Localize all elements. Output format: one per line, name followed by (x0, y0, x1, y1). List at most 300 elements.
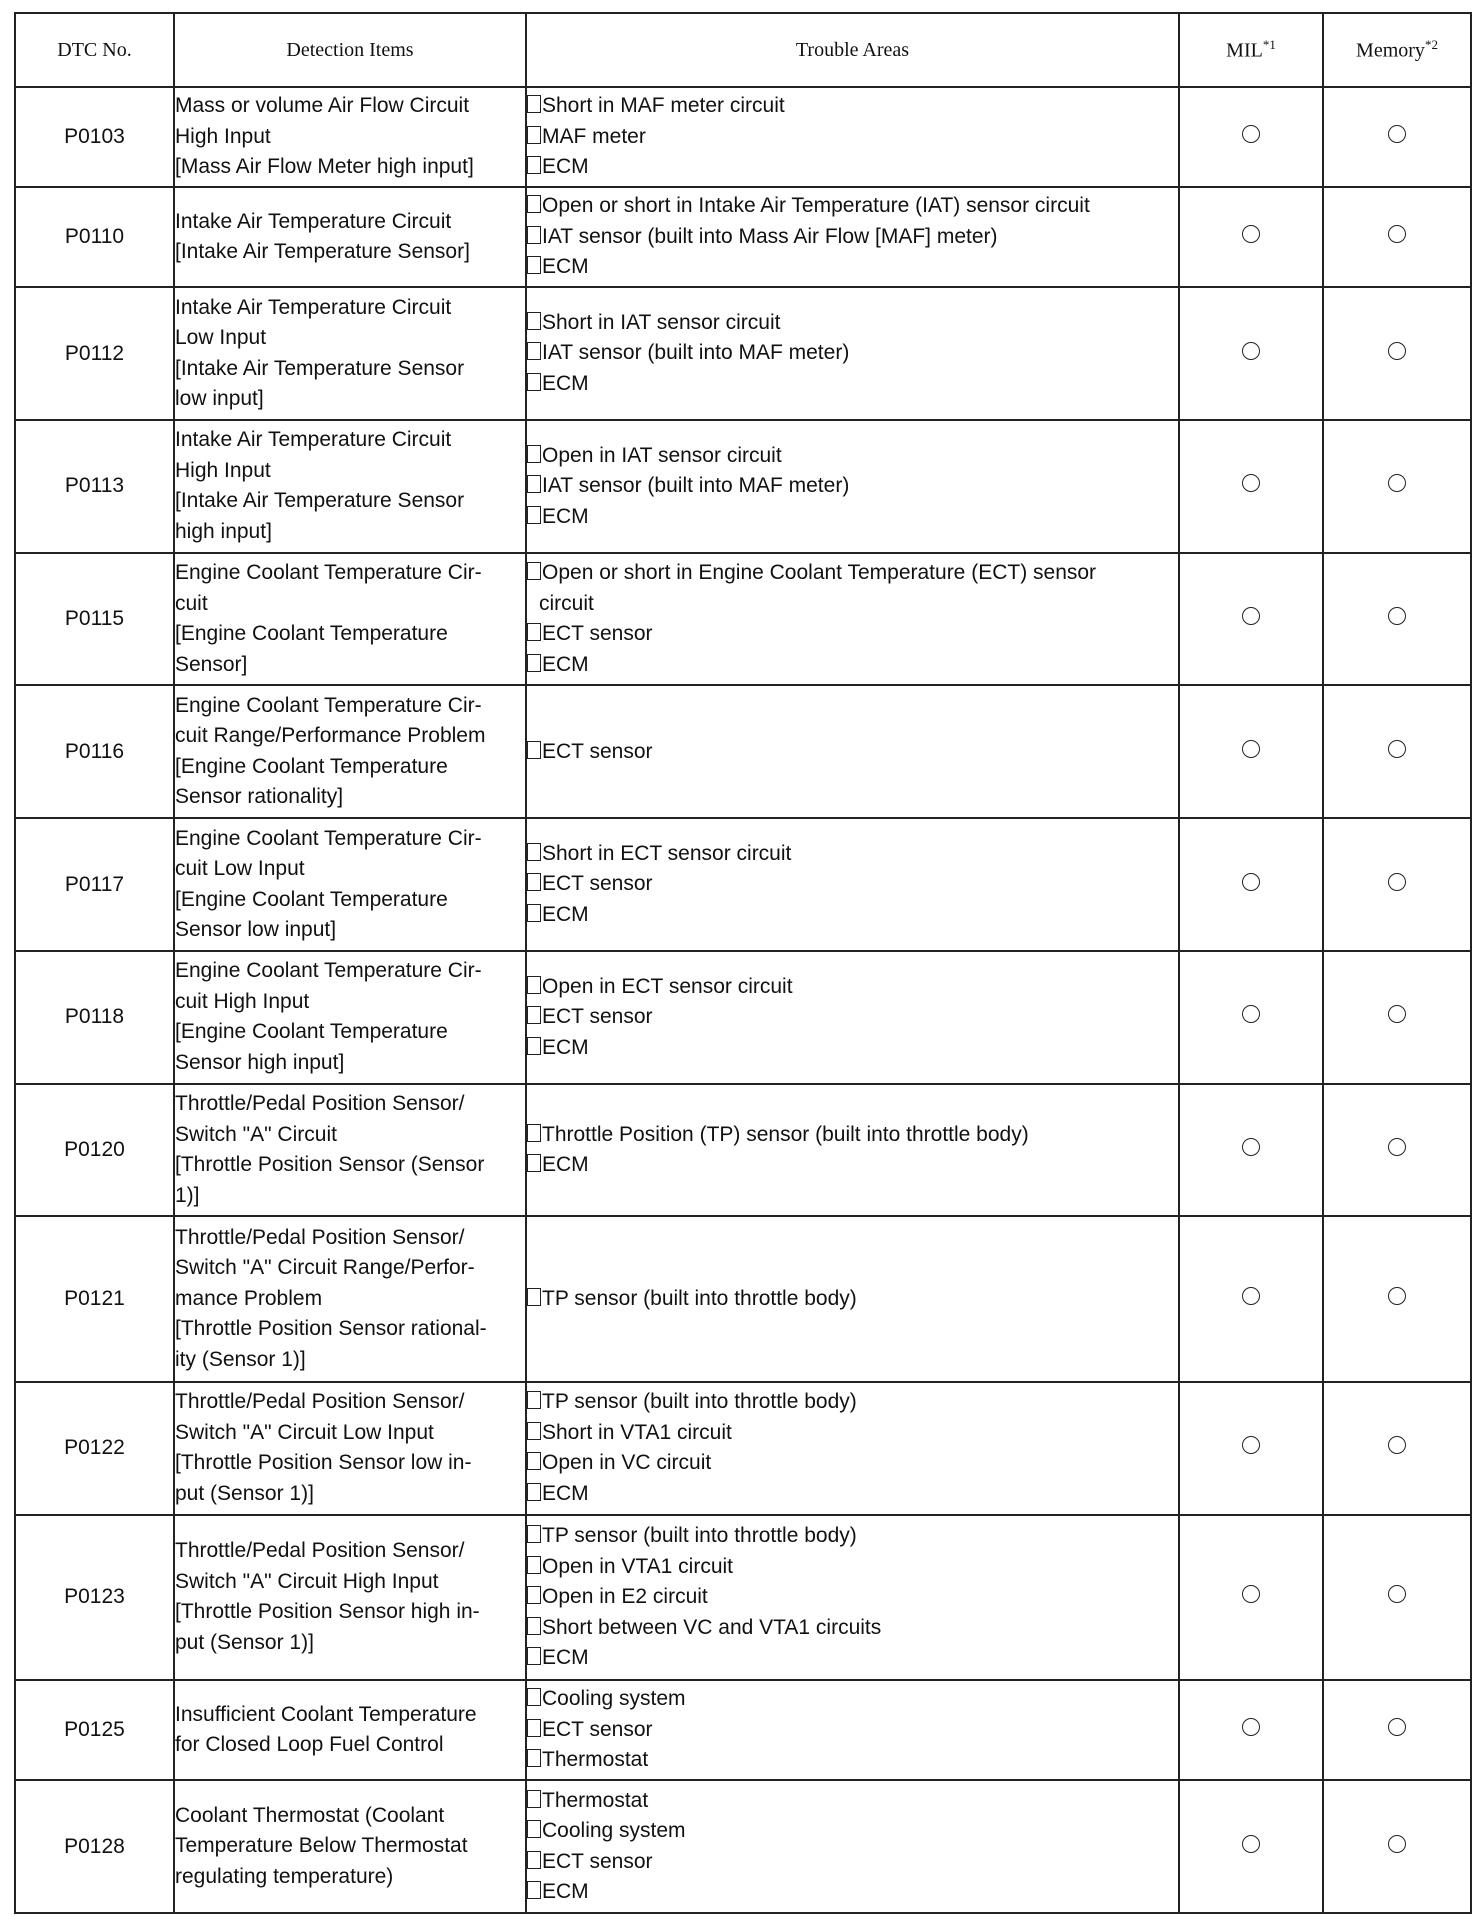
trouble-area-text: Thermostat (542, 1788, 649, 1812)
trouble-area-text: Short in VTA1 circuit (542, 1420, 732, 1444)
trouble-area-text: ECT sensor (542, 1849, 653, 1873)
trouble-area-text: Short in MAF meter circuit (542, 94, 785, 118)
memory-mark (1323, 1515, 1471, 1680)
trouble-area-line (527, 1684, 1178, 1715)
detection-line: low input] (175, 387, 264, 411)
trouble-areas (526, 287, 1179, 420)
trouble-areas (526, 87, 1179, 187)
circle-icon (1242, 1718, 1260, 1736)
table-row (15, 1680, 1471, 1780)
circle-icon (1388, 1287, 1406, 1305)
circle-icon (1388, 1718, 1406, 1736)
detection-line: Sensor] (175, 652, 248, 676)
table-row (15, 187, 1471, 287)
circle-icon (1388, 873, 1406, 891)
trouble-area-text: ECM (542, 1646, 589, 1670)
trouble-area-line (527, 839, 1178, 870)
trouble-area-line (527, 1002, 1178, 1033)
memory-mark (1323, 553, 1471, 686)
trouble-area-line (527, 1745, 1178, 1776)
trouble-area-line (527, 222, 1178, 253)
detection-line: cuit Low Input (175, 857, 305, 881)
detection-line: Throttle/Pedal Position Sensor/ (175, 1092, 465, 1116)
circle-icon (1242, 1436, 1260, 1454)
circle-icon (1242, 125, 1260, 143)
trouble-area-line (527, 1786, 1178, 1817)
detection-item (174, 187, 526, 287)
detection-line: High Input (175, 458, 271, 482)
trouble-area-line (527, 1418, 1178, 1449)
circle-icon (1242, 873, 1260, 891)
checkbox-icon (527, 1452, 541, 1470)
detection-line: Engine Coolant Temperature Cir- (175, 959, 482, 983)
trouble-areas (526, 951, 1179, 1084)
trouble-area-text: Open or short in Engine Coolant Temperature (ECT) sensor (542, 561, 1097, 585)
checkbox-icon (527, 1422, 541, 1440)
trouble-area-text: ECT sensor (542, 1717, 653, 1741)
trouble-area-line (527, 191, 1178, 222)
trouble-area-text: TP sensor (built into throttle body) (542, 1390, 857, 1414)
checkbox-icon (527, 741, 541, 759)
circle-icon (1242, 474, 1260, 492)
checkbox-icon (527, 873, 541, 891)
table-row (15, 553, 1471, 686)
checkbox-icon (527, 1719, 541, 1737)
checkbox-icon (527, 1483, 541, 1501)
trouble-area-line (527, 1847, 1178, 1878)
dtc-code: P0122 (15, 1382, 174, 1515)
dtc-code: P0113 (15, 420, 174, 553)
table-row (15, 1780, 1471, 1913)
header-mil-footnote: *1 (1262, 37, 1276, 53)
trouble-area-line (527, 1284, 1178, 1315)
checkbox-icon (527, 1647, 541, 1665)
checkbox-icon (527, 1288, 541, 1306)
detection-line: Switch "A" Circuit Range/Perfor- (175, 1256, 475, 1280)
dtc-code: P0118 (15, 951, 174, 1084)
checkbox-icon (527, 506, 541, 524)
mil-mark (1179, 187, 1323, 287)
detection-line: Engine Coolant Temperature Cir- (175, 826, 482, 850)
detection-item (174, 553, 526, 686)
circle-icon (1388, 607, 1406, 625)
detection-line: Switch "A" Circuit (175, 1122, 337, 1146)
detection-line: Switch "A" Circuit High Input (175, 1569, 439, 1593)
memory-mark (1323, 685, 1471, 818)
trouble-area-line (527, 558, 1178, 589)
detection-line: cuit Range/Performance Problem (175, 724, 486, 748)
trouble-area-text: Short between VC and VTA1 circuits (542, 1615, 882, 1639)
detection-item (174, 420, 526, 553)
table-row (15, 1216, 1471, 1381)
dtc-code: P0112 (15, 287, 174, 420)
trouble-area-line (527, 589, 1178, 620)
circle-icon (1388, 1585, 1406, 1603)
trouble-areas (526, 187, 1179, 287)
memory-mark (1323, 1382, 1471, 1515)
trouble-area-line (527, 308, 1178, 339)
trouble-area-text: ECT sensor (542, 622, 653, 646)
trouble-area-text: ECM (542, 1880, 589, 1904)
detection-item (174, 1216, 526, 1381)
trouble-area-text: Thermostat (542, 1748, 649, 1772)
circle-icon (1388, 1138, 1406, 1156)
trouble-area-line (527, 1582, 1178, 1613)
checkbox-icon (527, 1586, 541, 1604)
trouble-area-line (527, 900, 1178, 931)
checkbox-icon (527, 1617, 541, 1635)
trouble-area-text: Open in ECT sensor circuit (542, 974, 793, 998)
dtc-code: P0117 (15, 818, 174, 951)
detection-line: for Closed Loop Fuel Control (175, 1733, 444, 1757)
circle-icon (1242, 1138, 1260, 1156)
trouble-area-line (527, 252, 1178, 283)
circle-icon (1388, 1005, 1406, 1023)
trouble-areas (526, 1780, 1179, 1913)
detection-line: cuit High Input (175, 989, 310, 1013)
checkbox-icon (527, 1525, 541, 1543)
trouble-area-line (527, 1613, 1178, 1644)
dtc-code: P0120 (15, 1084, 174, 1217)
detection-line: [Intake Air Temperature Sensor (175, 489, 465, 513)
trouble-area-text: IAT sensor (built into Mass Air Flow [MAF] meter) (542, 224, 998, 248)
checkbox-icon (527, 445, 541, 463)
trouble-area-text: Open or short in Intake Air Temperature (IAT) sensor circuit (542, 194, 1090, 218)
circle-icon (1242, 740, 1260, 758)
trouble-area-line (527, 1552, 1178, 1583)
checkbox-icon (527, 156, 541, 174)
detection-line: Temperature Below Thermostat (175, 1834, 468, 1858)
table-row (15, 420, 1471, 553)
trouble-area-text: ECM (542, 902, 589, 926)
dtc-code: P0128 (15, 1780, 174, 1913)
circle-icon (1242, 1585, 1260, 1603)
memory-mark (1323, 1084, 1471, 1217)
trouble-area-text: ECM (542, 371, 589, 395)
checkbox-icon (527, 904, 541, 922)
circle-icon (1242, 607, 1260, 625)
checkbox-icon (527, 373, 541, 391)
checkbox-icon (527, 1749, 541, 1767)
mil-mark (1179, 1515, 1323, 1680)
trouble-area-text: ECT sensor (542, 1005, 653, 1029)
trouble-area-text: Open in VTA1 circuit (542, 1554, 734, 1578)
checkbox-icon (527, 1391, 541, 1409)
mil-mark (1179, 685, 1323, 818)
trouble-area-line (527, 122, 1178, 153)
dtc-code: P0103 (15, 87, 174, 187)
trouble-area-text: IAT sensor (built into MAF meter) (542, 474, 850, 498)
detection-line: [Mass Air Flow Meter high input] (175, 155, 474, 179)
detection-line: [Intake Air Temperature Sensor] (175, 240, 470, 264)
detection-line: Intake Air Temperature Circuit (175, 209, 452, 233)
circle-icon (1242, 1287, 1260, 1305)
trouble-area-text: IAT sensor (built into MAF meter) (542, 341, 850, 365)
trouble-area-line (527, 650, 1178, 681)
header-mil (1179, 13, 1323, 87)
detection-line: 1)] (175, 1183, 200, 1207)
detection-item (174, 685, 526, 818)
trouble-area-line (527, 152, 1178, 183)
detection-line: [Engine Coolant Temperature (175, 887, 448, 911)
trouble-area-text: Short in IAT sensor circuit (542, 310, 781, 334)
checkbox-icon (527, 1790, 541, 1808)
trouble-area-line (527, 619, 1178, 650)
memory-mark (1323, 87, 1471, 187)
memory-mark (1323, 420, 1471, 553)
trouble-area-line (527, 1387, 1178, 1418)
dtc-code: P0125 (15, 1680, 174, 1780)
detection-line: Low Input (175, 326, 267, 350)
trouble-area-line (527, 1479, 1178, 1510)
detection-line: [Intake Air Temperature Sensor (175, 356, 465, 380)
trouble-area-text: Short in ECT sensor circuit (542, 841, 792, 865)
detection-line: [Engine Coolant Temperature (175, 1020, 448, 1044)
circle-icon (1388, 474, 1406, 492)
dtc-code: P0115 (15, 553, 174, 686)
detection-line: Engine Coolant Temperature Cir- (175, 693, 482, 717)
trouble-area-line (527, 502, 1178, 533)
checkbox-icon (527, 1006, 541, 1024)
detection-item (174, 1780, 526, 1913)
detection-item (174, 818, 526, 951)
circle-icon (1388, 342, 1406, 360)
dtc-code: P0121 (15, 1216, 174, 1381)
trouble-area-line (527, 1816, 1178, 1847)
trouble-area-text: Open in IAT sensor circuit (542, 443, 782, 467)
table-body (15, 87, 1471, 1913)
circle-icon (1388, 740, 1406, 758)
memory-mark (1323, 187, 1471, 287)
circle-icon (1388, 1835, 1406, 1853)
trouble-area-text: TP sensor (built into throttle body) (542, 1524, 857, 1548)
circle-icon (1388, 125, 1406, 143)
mil-mark (1179, 87, 1323, 187)
checkbox-icon (527, 1124, 541, 1142)
table-row (15, 87, 1471, 187)
trouble-areas (526, 818, 1179, 951)
table-row (15, 818, 1471, 951)
table-row (15, 1382, 1471, 1515)
table-row (15, 287, 1471, 420)
detection-line: Insufficient Coolant Temperature (175, 1702, 477, 1726)
detection-line: mance Problem (175, 1286, 323, 1310)
memory-mark (1323, 1216, 1471, 1381)
detection-line: Intake Air Temperature Circuit (175, 295, 452, 319)
trouble-area-line (527, 1715, 1178, 1746)
trouble-areas (526, 553, 1179, 686)
detection-item (174, 1680, 526, 1780)
trouble-area-text: ECM (542, 155, 589, 179)
detection-item (174, 951, 526, 1084)
trouble-area-text: ECT sensor (542, 872, 653, 896)
checkbox-icon (527, 256, 541, 274)
trouble-area-text: MAF meter (542, 124, 646, 148)
checkbox-icon (527, 1037, 541, 1055)
trouble-areas (526, 1216, 1179, 1381)
trouble-area-text: ECT sensor (542, 739, 653, 763)
detection-line: regulating temperature) (175, 1864, 394, 1888)
circle-icon (1242, 225, 1260, 243)
detection-item (174, 87, 526, 187)
header-memory (1323, 13, 1471, 87)
detection-line: Switch "A" Circuit Low Input (175, 1420, 434, 1444)
trouble-area-line (527, 338, 1178, 369)
memory-mark (1323, 287, 1471, 420)
trouble-areas (526, 685, 1179, 818)
checkbox-icon (527, 1851, 541, 1869)
trouble-area-text: ECM (542, 1035, 589, 1059)
mil-mark (1179, 951, 1323, 1084)
trouble-areas (526, 1515, 1179, 1680)
table-row (15, 1515, 1471, 1680)
detection-line: High Input (175, 124, 271, 148)
header-memory-footnote: *2 (1424, 37, 1438, 53)
circle-icon (1242, 342, 1260, 360)
trouble-area-line (527, 1120, 1178, 1151)
trouble-area-text: Open in VC circuit (542, 1451, 712, 1475)
header-memory-label: Memory (1356, 39, 1425, 62)
trouble-area-line (527, 1643, 1178, 1674)
trouble-area-line (527, 91, 1178, 122)
checkbox-icon (527, 126, 541, 144)
trouble-area-line (527, 369, 1178, 400)
mil-mark (1179, 287, 1323, 420)
detection-line: [Engine Coolant Temperature (175, 622, 448, 646)
checkbox-icon (527, 562, 541, 580)
dtc-code: P0123 (15, 1515, 174, 1680)
detection-line: high input] (175, 519, 272, 543)
checkbox-icon (527, 195, 541, 213)
memory-mark (1323, 1780, 1471, 1913)
detection-line: Intake Air Temperature Circuit (175, 428, 452, 452)
detection-line: [Throttle Position Sensor low in- (175, 1451, 472, 1475)
mil-mark (1179, 553, 1323, 686)
circle-icon (1388, 225, 1406, 243)
checkbox-icon (527, 623, 541, 641)
mil-mark (1179, 1216, 1323, 1381)
dtc-code: P0116 (15, 685, 174, 818)
detection-line: Sensor rationality] (175, 785, 344, 809)
checkbox-icon (527, 1820, 541, 1838)
detection-item (174, 1382, 526, 1515)
trouble-area-line (527, 1448, 1178, 1479)
circle-icon (1242, 1005, 1260, 1023)
checkbox-icon (527, 226, 541, 244)
trouble-area-text: Open in E2 circuit (542, 1585, 708, 1609)
dtc-table (14, 12, 1472, 1914)
table-row (15, 951, 1471, 1084)
trouble-area-text: ECM (542, 255, 589, 279)
mil-mark (1179, 1680, 1323, 1780)
detection-line: Mass or volume Air Flow Circuit (175, 94, 470, 118)
trouble-areas (526, 420, 1179, 553)
checkbox-icon (527, 976, 541, 994)
trouble-area-text: ECM (542, 504, 589, 528)
checkbox-icon (527, 475, 541, 493)
trouble-area-text: Cooling system (542, 1687, 686, 1711)
checkbox-icon (527, 95, 541, 113)
detection-line: [Engine Coolant Temperature (175, 754, 448, 778)
detection-item (174, 287, 526, 420)
trouble-area-line (527, 1877, 1178, 1908)
circle-icon (1388, 1436, 1406, 1454)
mil-mark (1179, 1382, 1323, 1515)
detection-line: [Throttle Position Sensor rational- (175, 1317, 487, 1341)
detection-line: Throttle/Pedal Position Sensor/ (175, 1225, 465, 1249)
checkbox-icon (527, 312, 541, 330)
trouble-area-text: TP sensor (built into throttle body) (542, 1286, 857, 1310)
trouble-areas (526, 1084, 1179, 1217)
mil-mark (1179, 1780, 1323, 1913)
trouble-area-text: Cooling system (542, 1819, 686, 1843)
trouble-area-text: ECM (542, 1481, 589, 1505)
trouble-areas (526, 1382, 1179, 1515)
trouble-area-line (527, 471, 1178, 502)
detection-line: ity (Sensor 1)] (175, 1347, 306, 1371)
trouble-area-line (527, 869, 1178, 900)
checkbox-icon (527, 654, 541, 672)
checkbox-icon (527, 843, 541, 861)
detection-line: Engine Coolant Temperature Cir- (175, 561, 482, 585)
detection-line: [Throttle Position Sensor high in- (175, 1600, 480, 1624)
table-row (15, 685, 1471, 818)
header-detection-items: Detection Items (174, 13, 526, 87)
detection-item (174, 1084, 526, 1217)
trouble-area-line (527, 972, 1178, 1003)
detection-line: put (Sensor 1)] (175, 1630, 314, 1654)
checkbox-icon (527, 1154, 541, 1172)
trouble-area-line (527, 441, 1178, 472)
detection-line: put (Sensor 1)] (175, 1481, 314, 1505)
mil-mark (1179, 420, 1323, 553)
table-row (15, 1084, 1471, 1217)
trouble-area-line (527, 737, 1178, 768)
memory-mark (1323, 818, 1471, 951)
checkbox-icon (527, 1688, 541, 1706)
header-trouble-areas: Trouble Areas (526, 13, 1179, 87)
table-header-row (15, 13, 1471, 87)
mil-mark (1179, 1084, 1323, 1217)
header-dtc-no: DTC No. (15, 13, 174, 87)
memory-mark (1323, 1680, 1471, 1780)
detection-line: Coolant Thermostat (Coolant (175, 1803, 445, 1827)
mil-mark (1179, 818, 1323, 951)
dtc-code: P0110 (15, 187, 174, 287)
header-mil-label: MIL (1226, 39, 1263, 62)
detection-line: cuit (175, 591, 208, 615)
checkbox-icon (527, 1556, 541, 1574)
checkbox-icon (527, 342, 541, 360)
trouble-area-text: Throttle Position (TP) sensor (built into throttle body) (542, 1122, 1029, 1146)
trouble-area-text: ECM (542, 652, 589, 676)
detection-item (174, 1515, 526, 1680)
checkbox-icon (527, 1881, 541, 1899)
detection-line: Sensor high input] (175, 1050, 345, 1074)
trouble-area-text: circuit (539, 591, 594, 615)
trouble-area-text: ECM (542, 1153, 589, 1177)
detection-line: Throttle/Pedal Position Sensor/ (175, 1390, 465, 1414)
memory-mark (1323, 951, 1471, 1084)
trouble-areas (526, 1680, 1179, 1780)
detection-line: [Throttle Position Sensor (Sensor (175, 1153, 485, 1177)
trouble-area-line (527, 1521, 1178, 1552)
detection-line: Sensor low input] (175, 918, 337, 942)
circle-icon (1242, 1835, 1260, 1853)
trouble-area-line (527, 1033, 1178, 1064)
trouble-area-line (527, 1150, 1178, 1181)
detection-line: Throttle/Pedal Position Sensor/ (175, 1539, 465, 1563)
